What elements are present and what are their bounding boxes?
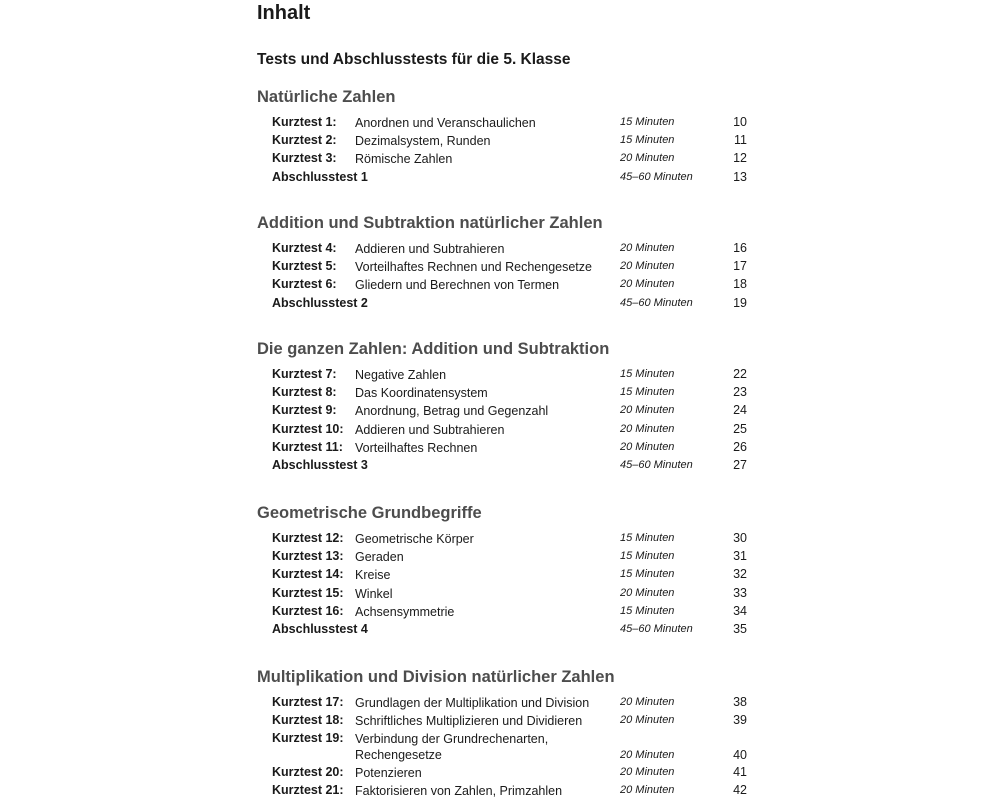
- entry-page-number: 27: [733, 458, 747, 472]
- entry-page-number: 23: [733, 385, 747, 400]
- page-title: Inhalt: [257, 2, 311, 24]
- entry-label: Kurztest 17:: [272, 695, 344, 709]
- entry-label: Abschlusstest 4: [272, 622, 368, 636]
- entry-page-number: 41: [733, 765, 747, 780]
- entry-name: Geometrische Körper: [355, 532, 474, 546]
- entry-label: Kurztest 18:: [272, 713, 344, 728]
- toc-entry[interactable]: [272, 731, 747, 765]
- entry-duration: 45–60 Minuten: [620, 170, 693, 183]
- entry-page-number: 31: [733, 549, 747, 564]
- toc-entry[interactable]: [272, 241, 747, 258]
- entry-name: Das Koordinatensystem: [355, 386, 488, 401]
- entry-name: Grundlagen der Multiplikation und Division: [355, 696, 590, 710]
- toc-entry[interactable]: [272, 622, 747, 639]
- toc-entry[interactable]: [272, 549, 747, 566]
- entry-name: Negative Zahlen: [355, 368, 447, 382]
- entry-name: Verbindung der Grundrechenarten, Rechengesetze: [355, 732, 549, 763]
- entry-label: Kurztest 10:: [272, 421, 344, 436]
- entry-label: Kurztest 5:: [272, 259, 337, 274]
- entry-duration: 15 Minuten: [620, 134, 675, 147]
- entry-label: Kurztest 6:: [272, 277, 337, 292]
- entry-name: Addieren und Subtrahieren: [355, 242, 505, 256]
- entry-duration: 15 Minuten: [620, 568, 675, 581]
- entry-page-number: 18: [733, 277, 747, 292]
- entry-duration: 20 Minuten: [620, 152, 675, 165]
- entry-label: Kurztest 7:: [272, 367, 337, 381]
- entry-label: Kurztest 8:: [272, 385, 337, 400]
- page-subtitle: Tests und Abschlusstests für die 5. Klasse: [257, 51, 571, 68]
- entry-duration: 45–60 Minuten: [620, 296, 693, 309]
- entry-page-number: 12: [733, 151, 747, 166]
- entry-label: Kurztest 20:: [272, 765, 344, 780]
- toc-entry[interactable]: [272, 531, 747, 548]
- section-title: Multiplikation und Division natürlicher Zahlen: [257, 668, 615, 686]
- entry-label: Kurztest 16:: [272, 603, 344, 618]
- entry-page-number: 33: [733, 585, 747, 600]
- entry-duration: 20 Minuten: [620, 242, 675, 254]
- entry-label: Kurztest 11:: [272, 439, 343, 454]
- entry-label: Kurztest 3:: [272, 151, 337, 166]
- entry-page-number: 39: [733, 713, 747, 728]
- entry-name: Addieren und Subtrahieren: [355, 422, 505, 437]
- toc-entry[interactable]: [272, 695, 747, 712]
- entry-duration: 20 Minuten: [620, 749, 675, 762]
- entry-duration: 20 Minuten: [620, 260, 675, 273]
- toc-entry[interactable]: [272, 567, 747, 584]
- entry-page-number: 38: [733, 695, 747, 709]
- entry-name: Winkel: [355, 586, 393, 601]
- entry-label: Kurztest 12:: [272, 531, 344, 545]
- entry-duration: 20 Minuten: [620, 586, 675, 599]
- entry-duration: 15 Minuten: [620, 604, 675, 617]
- entry-label: Kurztest 21:: [272, 783, 344, 798]
- toc-entry[interactable]: [272, 133, 747, 150]
- entry-page-number: 13: [733, 169, 747, 184]
- entry-name: Geraden: [355, 550, 404, 565]
- entry-duration: 20 Minuten: [620, 404, 675, 417]
- entry-page-number: 35: [733, 622, 747, 636]
- toc-entry[interactable]: [272, 277, 747, 294]
- entry-duration: 15 Minuten: [620, 532, 675, 544]
- toc-entry[interactable]: [272, 259, 747, 276]
- entry-page-number: 34: [733, 603, 747, 618]
- entry-page-number: 11: [734, 133, 747, 148]
- entry-name: Gliedern und Berechnen von Termen: [355, 278, 560, 293]
- entry-label: Kurztest 1:: [272, 115, 337, 129]
- section-title: Geometrische Grundbegriffe: [257, 504, 482, 522]
- entry-page-number: 26: [733, 439, 747, 454]
- entry-page-number: 17: [733, 259, 747, 274]
- toc-entry[interactable]: [272, 586, 747, 603]
- entry-label: Kurztest 2:: [272, 133, 337, 148]
- entry-page-number: 42: [733, 783, 747, 798]
- entry-page-number: 16: [733, 241, 747, 255]
- toc-entry[interactable]: [272, 713, 747, 730]
- toc-entry[interactable]: [272, 440, 747, 457]
- entry-duration: 15 Minuten: [620, 368, 675, 380]
- entry-duration: 45–60 Minuten: [620, 623, 693, 635]
- toc-entry[interactable]: [272, 765, 747, 782]
- entry-duration: 20 Minuten: [620, 714, 675, 727]
- entry-name: Vorteilhaftes Rechnen: [355, 440, 478, 455]
- entry-page-number: 19: [733, 295, 747, 310]
- entry-duration: 20 Minuten: [620, 440, 675, 453]
- toc-entry[interactable]: [272, 604, 747, 621]
- toc-entry[interactable]: [272, 115, 747, 132]
- toc-entry[interactable]: [272, 296, 747, 313]
- entry-label: Kurztest 4:: [272, 241, 337, 255]
- entry-duration: 20 Minuten: [620, 696, 675, 708]
- entry-name: Kreise: [355, 568, 391, 583]
- entry-name: Achsensymmetrie: [355, 604, 455, 619]
- entry-duration: 15 Minuten: [620, 116, 675, 128]
- entry-label: Kurztest 15:: [272, 585, 344, 600]
- toc-entry[interactable]: [272, 403, 747, 420]
- entry-label: Kurztest 14:: [272, 567, 344, 582]
- entry-name: Römische Zahlen: [355, 152, 453, 167]
- entry-duration: 20 Minuten: [620, 422, 675, 435]
- toc-entry[interactable]: [272, 422, 747, 439]
- toc-entry[interactable]: [272, 170, 747, 187]
- entry-duration: 15 Minuten: [620, 550, 675, 563]
- entry-page-number: 32: [733, 567, 747, 582]
- entry-page-number: 22: [733, 367, 747, 381]
- section-title: Addition und Subtraktion natürlicher Zahlen: [257, 214, 603, 232]
- entry-label: Abschlusstest 3: [272, 458, 368, 472]
- entry-duration: 45–60 Minuten: [620, 459, 693, 471]
- entry-duration: 20 Minuten: [620, 766, 675, 779]
- toc-entry[interactable]: [272, 458, 747, 475]
- entry-name: Anordnung, Betrag und Gegenzahl: [355, 404, 549, 419]
- entry-duration: 20 Minuten: [620, 278, 675, 291]
- entry-name: Faktorisieren von Zahlen, Primzahlen: [355, 784, 563, 799]
- entry-label: Kurztest 9:: [272, 403, 337, 418]
- toc-entry[interactable]: [272, 367, 747, 384]
- entry-page-number: 10: [733, 115, 747, 129]
- entry-duration: 15 Minuten: [620, 386, 675, 399]
- entry-label: Kurztest 19:: [272, 731, 344, 746]
- entry-name: Vorteilhaftes Rechnen und Rechengesetze: [355, 260, 592, 275]
- entry-page-number: 30: [733, 531, 747, 545]
- entry-label: Kurztest 13:: [272, 549, 344, 564]
- entry-duration: 20 Minuten: [620, 784, 675, 797]
- entry-name: Anordnen und Veranschaulichen: [355, 116, 536, 130]
- entry-name: Schriftliches Multiplizieren und Dividieren: [355, 714, 583, 729]
- section-title: Die ganzen Zahlen: Addition und Subtraktion: [257, 340, 610, 358]
- toc-entry[interactable]: [272, 151, 747, 168]
- entry-label: Abschlusstest 1: [272, 169, 368, 184]
- section-title: Natürliche Zahlen: [257, 88, 396, 106]
- entry-page-number: 24: [733, 403, 747, 418]
- entry-page-number: 25: [733, 421, 747, 436]
- entry-page-number: 40: [733, 748, 747, 763]
- entry-name: Potenzieren: [355, 766, 422, 781]
- entry-label: Abschlusstest 2: [272, 295, 368, 310]
- toc-entry[interactable]: [272, 385, 747, 402]
- entry-name: Dezimalsystem, Runden: [355, 134, 491, 149]
- toc-entry[interactable]: [272, 783, 747, 800]
